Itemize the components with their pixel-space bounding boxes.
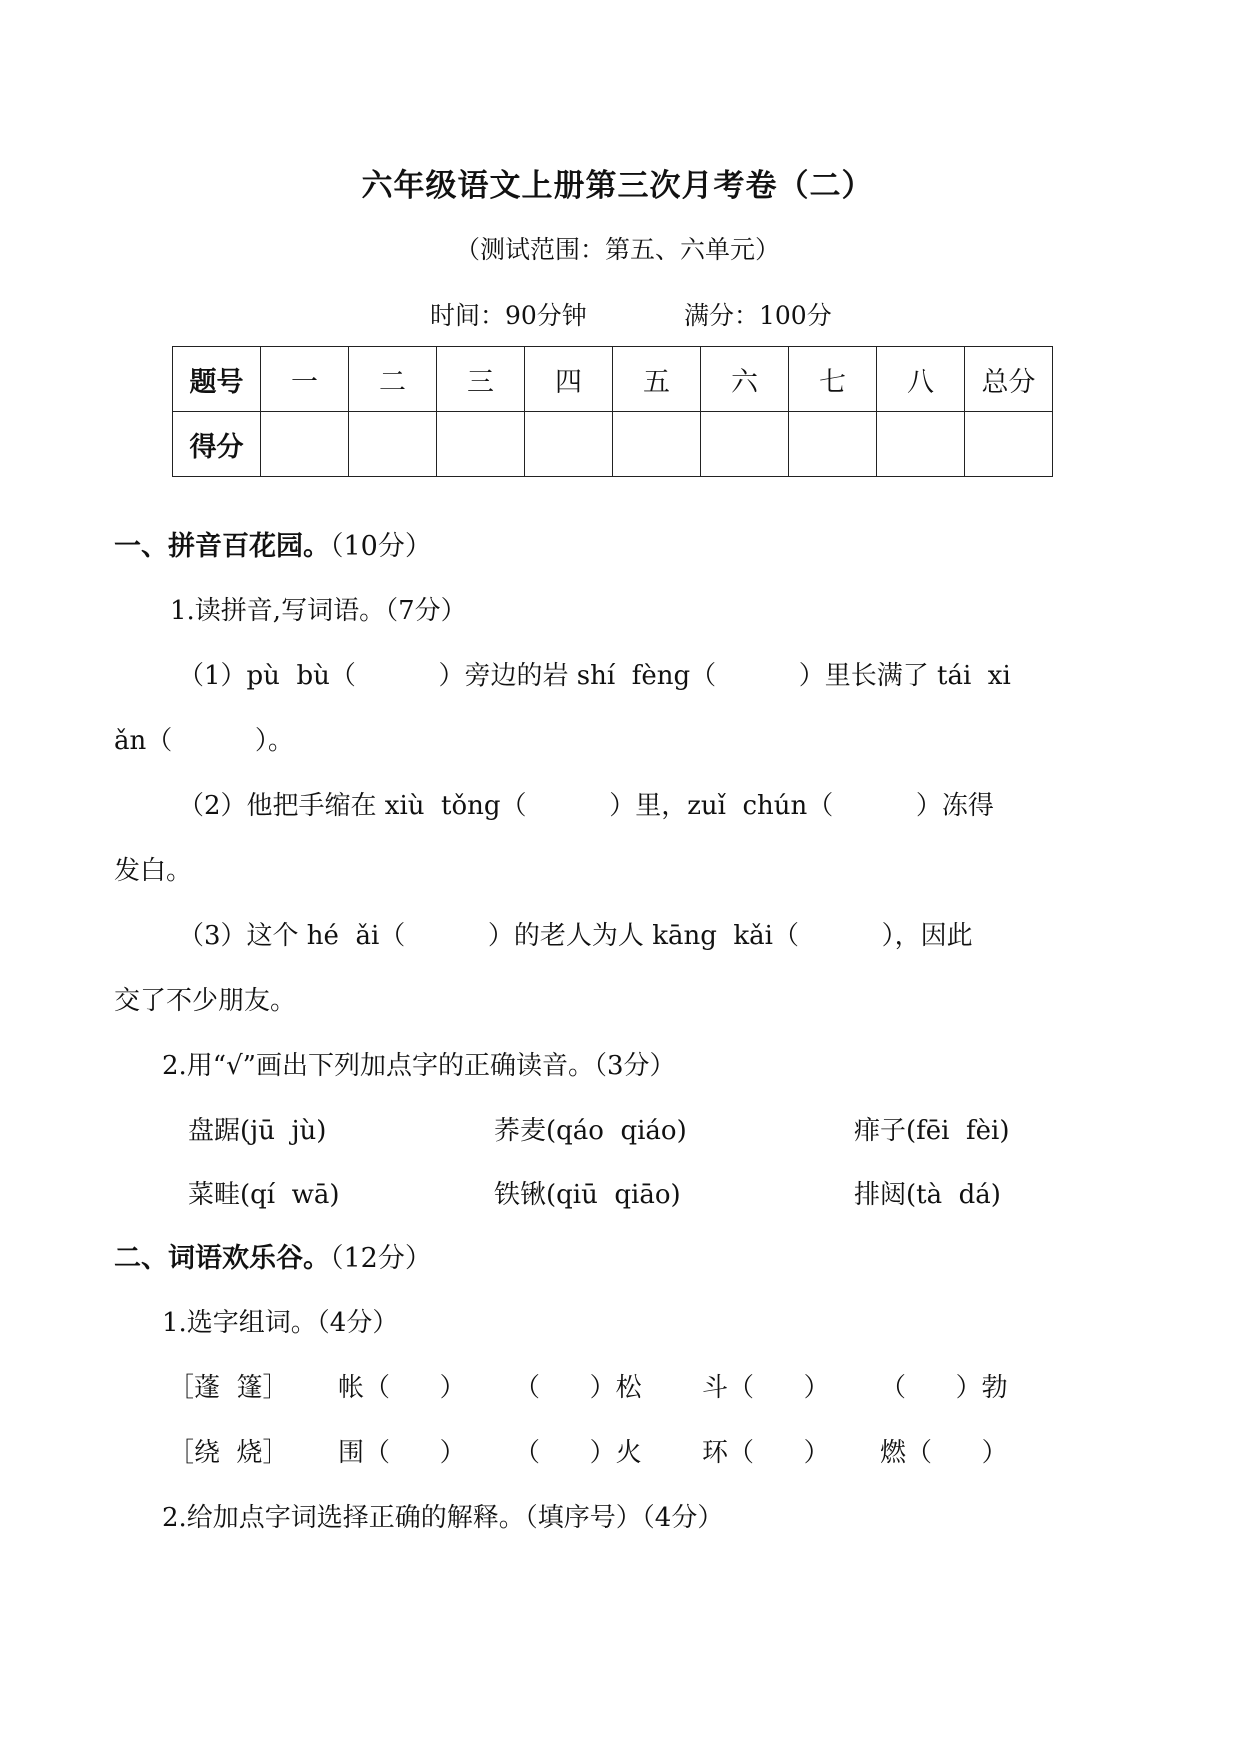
score-entry-cell[interactable] bbox=[613, 412, 701, 477]
word-choice-pair: ［绕 烧］ bbox=[168, 1438, 289, 1468]
question-1-1-item-2-cont: 发白。 bbox=[114, 856, 193, 886]
score-cell: 三 bbox=[437, 347, 525, 412]
word-blank: （ ）火 bbox=[514, 1438, 642, 1468]
word-blank: 环（ ） bbox=[702, 1438, 830, 1468]
word-blank: 斗（ ） bbox=[702, 1373, 830, 1403]
pinyin-choice: 铁锹(qiū qiāo) bbox=[494, 1180, 681, 1210]
score-cell: 一 bbox=[261, 347, 349, 412]
score-cell: 六 bbox=[701, 347, 789, 412]
word-blank: 帐（ ） bbox=[338, 1373, 466, 1403]
question-1-1-item-1: （1）pù bù（ ）旁边的岩 shí fèng（ ）里长满了 tái xi bbox=[178, 661, 1011, 691]
word-blank: （ ）勃 bbox=[880, 1373, 1008, 1403]
test-scope: （测试范围：第五、六单元） bbox=[454, 235, 780, 264]
pinyin-choice: 盘踞(jū jù) bbox=[188, 1116, 327, 1146]
pinyin-choice: 痱子(fēi fèi) bbox=[854, 1116, 1010, 1146]
pinyin-choice: 排闼(tà dá) bbox=[854, 1180, 1001, 1210]
exam-time: 时间：90分钟 bbox=[430, 301, 587, 330]
score-entry-cell[interactable] bbox=[349, 412, 437, 477]
question-2-2-title: 2.给加点字词选择正确的解释。（填序号）（4分） bbox=[162, 1503, 724, 1533]
question-1-1-item-3: （3）这个 hé ǎi（ ）的老人为人 kāng kǎi（ ），因此 bbox=[178, 921, 973, 951]
full-score: 满分：100分 bbox=[684, 301, 832, 330]
score-cell: 四 bbox=[525, 347, 613, 412]
question-2-1-title: 1.选字组词。（4分） bbox=[162, 1308, 399, 1338]
score-cell: 七 bbox=[789, 347, 877, 412]
word-blank: 围（ ） bbox=[338, 1438, 466, 1468]
score-entry-cell[interactable] bbox=[965, 412, 1053, 477]
score-cell: 五 bbox=[613, 347, 701, 412]
question-1-1-item-2: （2）他把手缩在 xiù tǒng（ ）里，zuǐ chún（ ）冻得 bbox=[178, 791, 994, 821]
score-cell: 八 bbox=[877, 347, 965, 412]
score-entry-cell[interactable] bbox=[437, 412, 525, 477]
score-entry-cell[interactable] bbox=[261, 412, 349, 477]
pinyin-choice: 菜畦(qí wā) bbox=[188, 1180, 340, 1210]
question-1-1-item-3-cont: 交了不少朋友。 bbox=[114, 986, 297, 1016]
score-table-score-row bbox=[173, 412, 1053, 477]
word-blank: 燃（ ） bbox=[880, 1438, 1008, 1468]
score-entry-cell[interactable] bbox=[525, 412, 613, 477]
score-cell: 二 bbox=[349, 347, 437, 412]
question-1-1-item-1-cont: ǎn（ ）。 bbox=[114, 726, 294, 756]
page-title: 六年级语文上册第三次月考卷（二） bbox=[361, 168, 874, 204]
score-table-header-row bbox=[173, 347, 1053, 412]
score-cell: 总分 bbox=[965, 347, 1053, 412]
pinyin-choice: 荞麦(qáo qiáo) bbox=[494, 1116, 687, 1146]
section-2-heading: 二、词语欢乐谷。（12分） bbox=[114, 1243, 432, 1274]
score-cell: 得分 bbox=[173, 412, 261, 477]
score-entry-cell[interactable] bbox=[701, 412, 789, 477]
score-entry-cell[interactable] bbox=[877, 412, 965, 477]
word-choice-pair: ［蓬 篷］ bbox=[168, 1373, 289, 1403]
score-table bbox=[172, 346, 1053, 477]
word-blank: （ ）松 bbox=[514, 1373, 642, 1403]
question-1-1-title: 1.读拼音,写词语。（7分） bbox=[170, 596, 467, 626]
score-cell: 题号 bbox=[173, 347, 261, 412]
question-1-2-title: 2.用“√”画出下列加点字的正确读音。（3分） bbox=[162, 1051, 676, 1081]
score-entry-cell[interactable] bbox=[789, 412, 877, 477]
section-1-heading: 一、拼音百花园。（10分） bbox=[114, 531, 432, 562]
